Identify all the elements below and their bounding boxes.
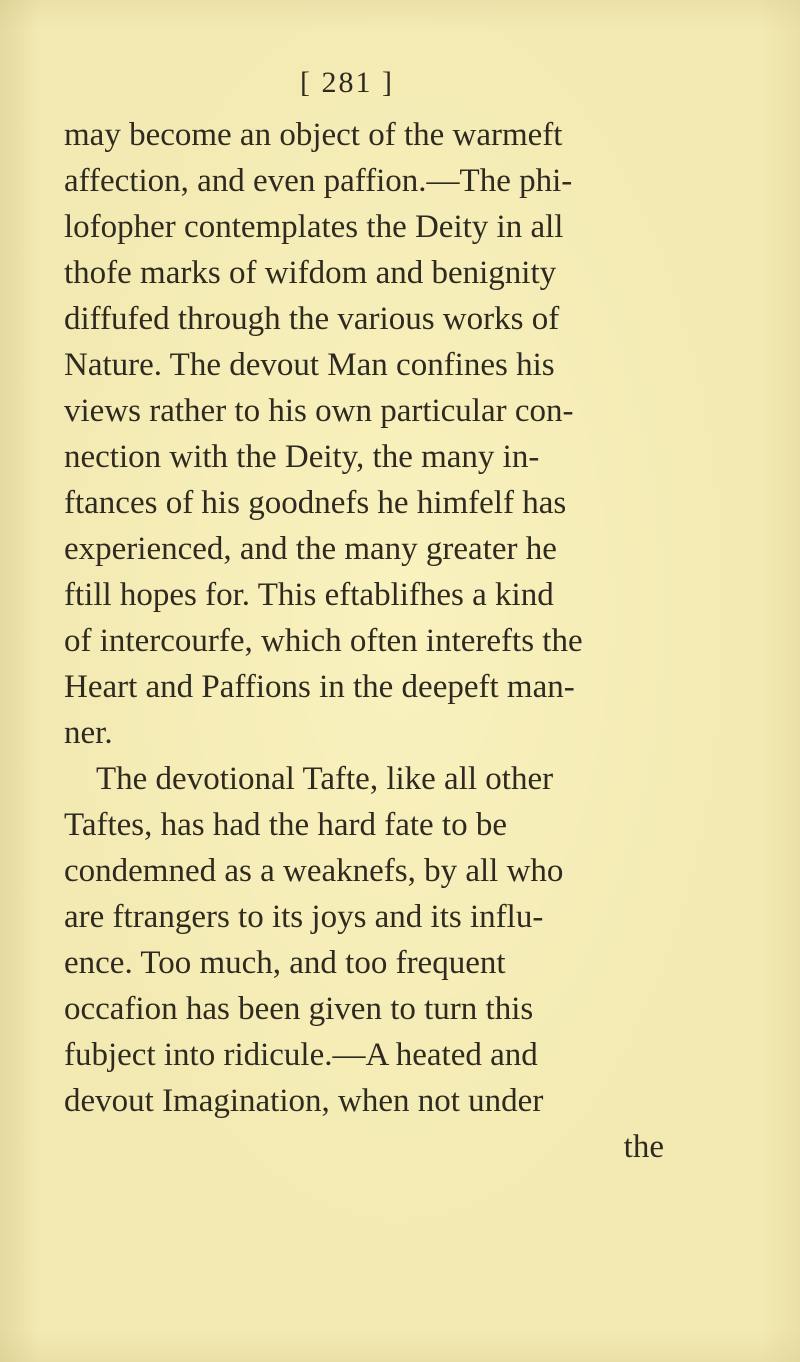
text-line: occafion has been given to turn this (64, 991, 534, 1027)
text-line: fubject into ridicule.—A heated and (64, 1037, 538, 1073)
text-line: experienced, and the many greater he (64, 531, 557, 567)
text-line: views rather to his own particular con- (64, 393, 574, 429)
text-line: Nature. The devout Man confines his (64, 347, 555, 383)
text-line: nection with the Deity, the many in- (64, 439, 540, 475)
text-line: devout Imagination, when not under (64, 1083, 544, 1119)
text-line: are ftrangers to its joys and its influ- (64, 899, 544, 935)
text-line: Heart and Paffions in the deepeft man- (64, 669, 575, 705)
text-line: Taftes, has had the hard fate to be (64, 807, 508, 843)
text-line: of intercourfe, which often interefts the (64, 623, 583, 659)
text-line: ence. Too much, and too frequent (64, 945, 506, 981)
paragraph-start-line: The devotional Tafte, like all other (96, 761, 554, 797)
text-line: lofopher contemplates the Deity in all (64, 209, 564, 245)
text-line: thofe marks of wifdom and benignity (64, 255, 557, 291)
text-line: condemned as a weaknefs, by all who (64, 853, 564, 889)
text-line: diffufed through the various works of (64, 301, 560, 337)
text-line: may become an object of the warmeft (64, 117, 563, 153)
text-line: affection, and even paffion.—The phi- (64, 163, 573, 199)
catchword: the (623, 1129, 664, 1165)
body-text (64, 112, 664, 1170)
page-number: [ 281 ] (300, 66, 394, 99)
text-line: ftances of his goodnefs he himfelf has (64, 485, 567, 521)
text-line: ftill hopes for. This eftablifhes a kind (64, 577, 554, 613)
text-line: ner. (64, 715, 113, 751)
